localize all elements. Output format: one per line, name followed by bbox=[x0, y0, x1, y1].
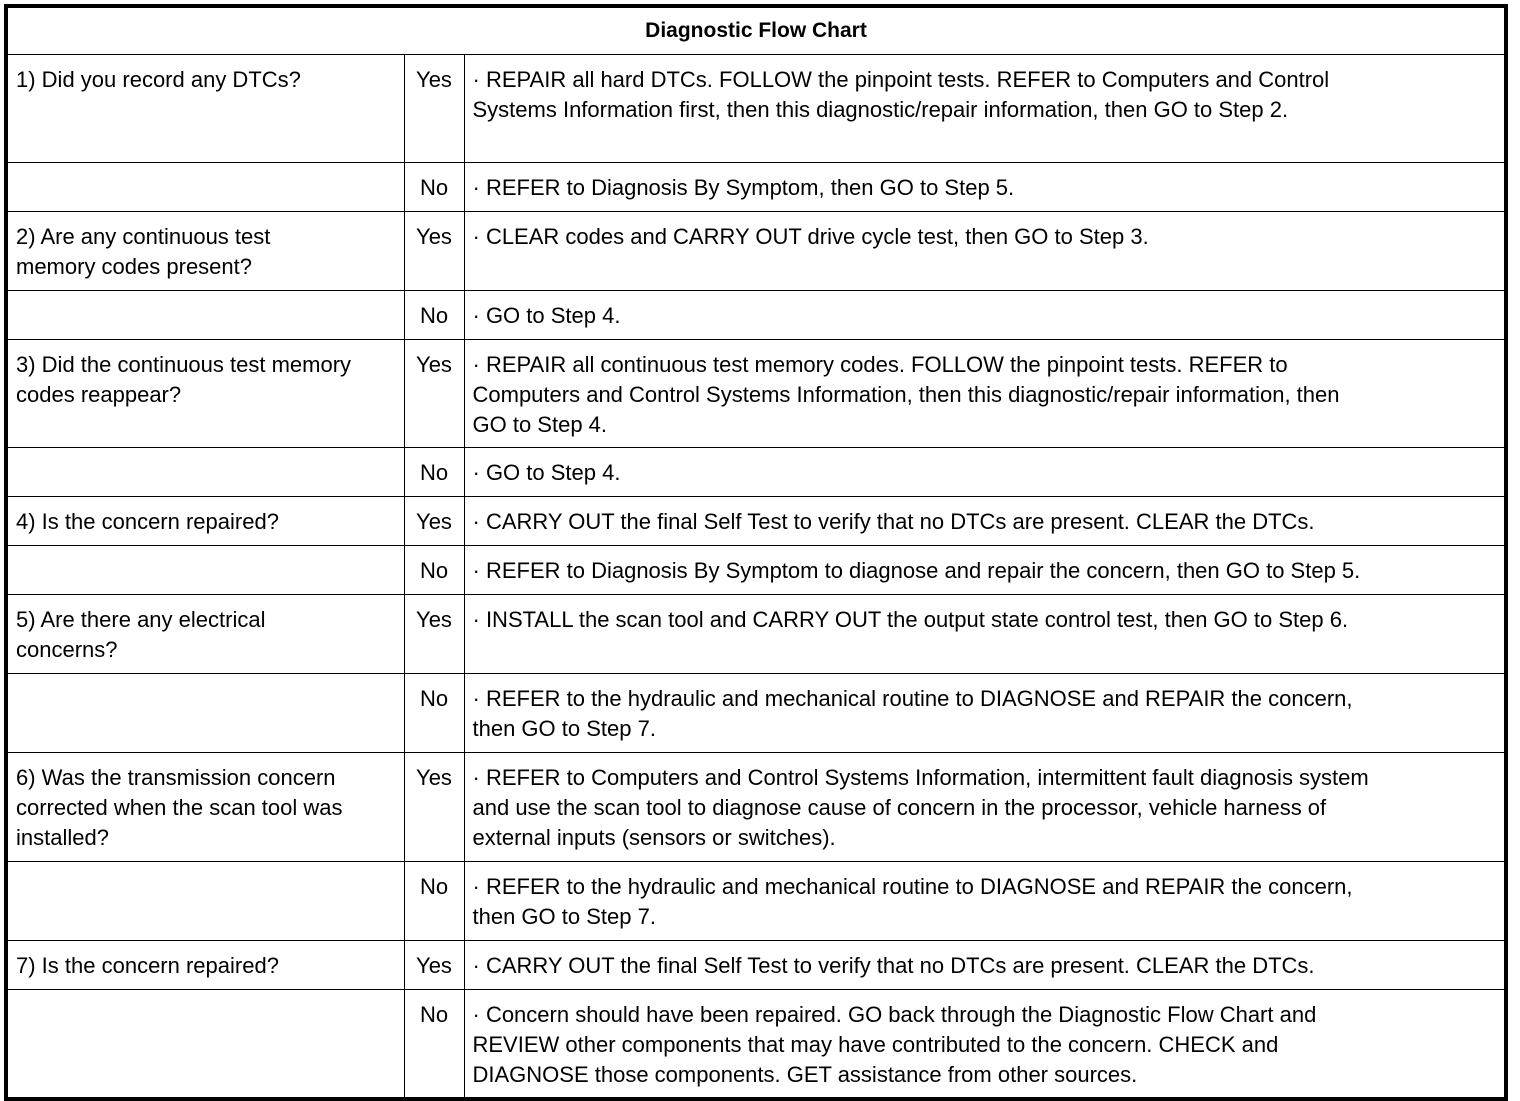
answer-cell: Yes bbox=[404, 595, 464, 674]
action-cell: · REFER to the hydraulic and mechanical routine to DIAGNOSE and REPAIR the concern, then GO to Step 7. bbox=[464, 862, 1506, 941]
action-cell: · CLEAR codes and CARRY OUT drive cycle test, then GO to Step 3. bbox=[464, 212, 1506, 291]
action-cell: · GO to Step 4. bbox=[464, 291, 1506, 340]
answer-cell: Yes bbox=[404, 941, 464, 990]
question-cell: 2) Are any continuous test memory codes present? bbox=[6, 212, 404, 291]
answer-cell: No bbox=[404, 448, 464, 497]
action-cell: · CARRY OUT the final Self Test to verify that no DTCs are present. CLEAR the DTCs. bbox=[464, 497, 1506, 546]
table-row bbox=[6, 753, 1506, 862]
answer-cell: No bbox=[404, 291, 464, 340]
action-cell: · REFER to Diagnosis By Symptom to diagnose and repair the concern, then GO to Step 5. bbox=[464, 546, 1506, 595]
question-cell bbox=[6, 674, 404, 753]
answer-cell: No bbox=[404, 990, 464, 1100]
answer-cell: No bbox=[404, 674, 464, 753]
table-row bbox=[6, 990, 1506, 1100]
question-cell bbox=[6, 448, 404, 497]
answer-cell: Yes bbox=[404, 212, 464, 291]
table-row bbox=[6, 546, 1506, 595]
table-row bbox=[6, 55, 1506, 163]
table-row bbox=[6, 497, 1506, 546]
diagnostic-flow-chart-table bbox=[4, 4, 1508, 1101]
table-row bbox=[6, 941, 1506, 990]
action-cell: · REPAIR all continuous test memory codes. FOLLOW the pinpoint tests. REFER to Computers and Control Systems Information, then this diagnostic/repair information, then GO to Step 4. bbox=[464, 340, 1506, 448]
question-cell: 1) Did you record any DTCs? bbox=[6, 55, 404, 163]
question-cell: 3) Did the continuous test memory codes reappear? bbox=[6, 340, 404, 448]
action-cell: · REFER to Diagnosis By Symptom, then GO to Step 5. bbox=[464, 163, 1506, 212]
action-cell: · REPAIR all hard DTCs. FOLLOW the pinpoint tests. REFER to Computers and Control Systems Information first, then this diagnostic/repair information, then GO to Step 2. bbox=[464, 55, 1506, 163]
question-cell bbox=[6, 291, 404, 340]
question-cell: 6) Was the transmission concern corrected when the scan tool was installed? bbox=[6, 753, 404, 862]
question-cell bbox=[6, 546, 404, 595]
question-cell: 7) Is the concern repaired? bbox=[6, 941, 404, 990]
table-row bbox=[6, 163, 1506, 212]
question-cell bbox=[6, 163, 404, 212]
question-cell: 4) Is the concern repaired? bbox=[6, 497, 404, 546]
question-cell: 5) Are there any electrical concerns? bbox=[6, 595, 404, 674]
action-cell: · REFER to the hydraulic and mechanical routine to DIAGNOSE and REPAIR the concern, then GO to Step 7. bbox=[464, 674, 1506, 753]
action-cell: · Concern should have been repaired. GO back through the Diagnostic Flow Chart and REVIEW other components that may have contributed to the concern. CHECK and DIAGNOSE those components. GET assistance from other sources. bbox=[464, 990, 1506, 1100]
action-cell: · INSTALL the scan tool and CARRY OUT the output state control test, then GO to Step 6. bbox=[464, 595, 1506, 674]
table-row bbox=[6, 595, 1506, 674]
table-row bbox=[6, 340, 1506, 448]
table-row bbox=[6, 862, 1506, 941]
answer-cell: No bbox=[404, 546, 464, 595]
table-title: Diagnostic Flow Chart bbox=[6, 6, 1506, 55]
table-header-row bbox=[6, 6, 1506, 55]
table-row bbox=[6, 291, 1506, 340]
answer-cell: Yes bbox=[404, 753, 464, 862]
answer-cell: No bbox=[404, 163, 464, 212]
answer-cell: Yes bbox=[404, 340, 464, 448]
table-row bbox=[6, 448, 1506, 497]
question-cell bbox=[6, 990, 404, 1100]
table-row bbox=[6, 674, 1506, 753]
question-cell bbox=[6, 862, 404, 941]
action-cell: · CARRY OUT the final Self Test to verify that no DTCs are present. CLEAR the DTCs. bbox=[464, 941, 1506, 990]
answer-cell: Yes bbox=[404, 497, 464, 546]
action-cell: · GO to Step 4. bbox=[464, 448, 1506, 497]
table-row bbox=[6, 212, 1506, 291]
action-cell: · REFER to Computers and Control Systems Information, intermittent fault diagnosis system and use the scan tool to diagnose cause of concern in the processor, vehicle harness of external inputs (sensors or switches). bbox=[464, 753, 1506, 862]
answer-cell: No bbox=[404, 862, 464, 941]
answer-cell: Yes bbox=[404, 55, 464, 163]
